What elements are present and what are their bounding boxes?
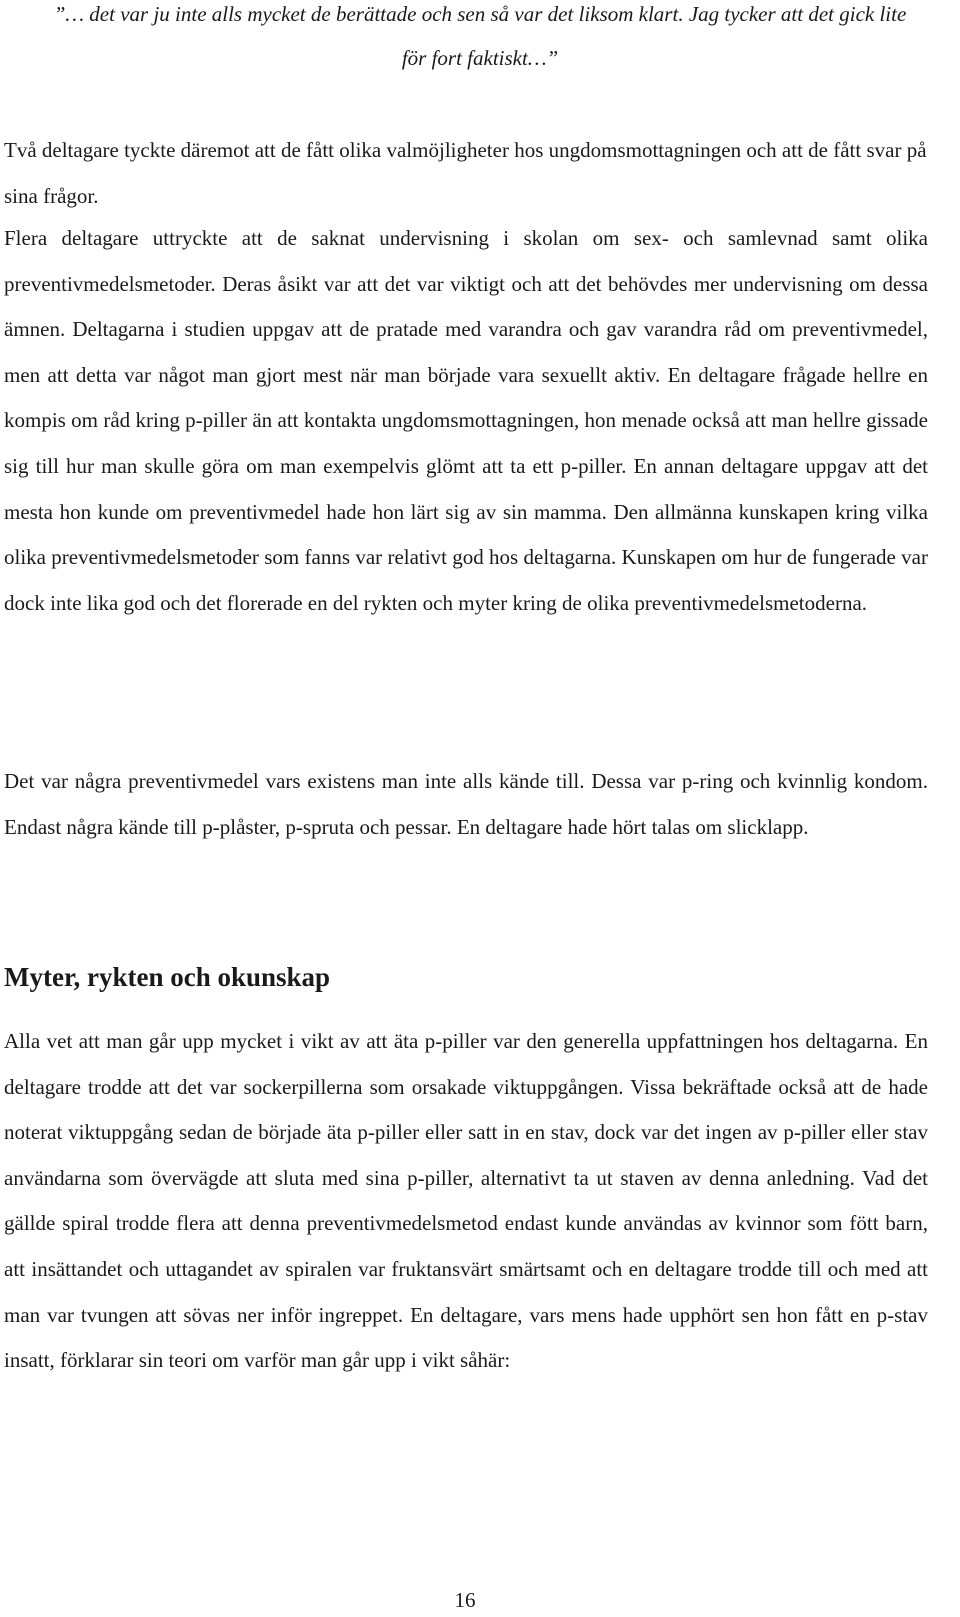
paragraph-education-knowledge: Flera deltagare uttryckte att de saknat undervisning i skolan om sex- och samlevnad samt olika preventivmedelsmetoder. Deras åsikt var att det var viktigt och att det behövdes mer undervisning om dessa ämnen. Deltagarna i studien uppgav att de pratade med varandra och gav varandra råd om preventivmedel, men att detta var något man gjort mest när man började vara sexuellt aktiv. En deltagare frågade hellre en kompis om råd kring p-piller än att kontakta ungdomsmottagningen, hon menade också att man hellre gissade sig till hur man skulle göra om man exempelvis glömt att ta ett p-piller. En annan deltagare uppgav att det mesta hon kunde om preventivmedel hade hon lärt sig av sin mamma. Den allmänna kunskapen kring vilka olika preventivmedelsmetoder som fanns var relativt god hos deltagarna. Kunskapen om hur de fungerade var dock inte lika god och det florerade en del rykten och myter kring de olika preventivmedelsmetoderna.: [4, 226, 928, 615]
paragraph-options-answers: Två deltagare tyckte däremot att de fått olika valmöjligheter hos ungdomsmottagningen och att de fått svar på sina frågor.: [4, 138, 927, 208]
section-heading: Myter, rykten och okunskap: [4, 962, 331, 992]
paragraph-myths-weight: Alla vet att man går upp mycket i vikt av att äta p-piller var den generella uppfattningen hos deltagarna. En deltagare trodde att det var sockerpillerna som orsakade viktuppgången. Vissa bekräftade också att de hade noterat viktuppgång sedan de började äta p-piller eller satt in en stav, dock var det ingen av p-piller eller stav användarna som övervägde att sluta med sina p-piller, alternativt ta ut staven av denna anledning. Vad det gällde spiral trodde flera att denna preventivmedelsmetod endast kunde användas av kvinnor som fött barn, att insättandet och uttagandet av spiralen var fruktansvärt smärtsamt och en deltagare trodde till och med att man var tvungen att sövas ner inför ingreppet. En deltagare, vars mens hade upphört sen hon fått en p-stav insatt, förklarar sin teori om varför man går upp i vikt såhär:: [4, 1029, 928, 1373]
paragraph-unknown-methods: Det var några preventivmedel vars existens man inte alls kände till. Dessa var p-ring och kvinnlig kondom. Endast några kände till p-plåster, p-spruta och pessar. En deltagare hade hört talas om slicklapp.: [4, 769, 928, 839]
page-number: 16: [454, 1588, 476, 1612]
interview-quote: ”… det var ju inte alls mycket de berättade och sen så var det liksom klart. Jag tycker att det gick lite för fort faktiskt…”: [53, 2, 907, 70]
